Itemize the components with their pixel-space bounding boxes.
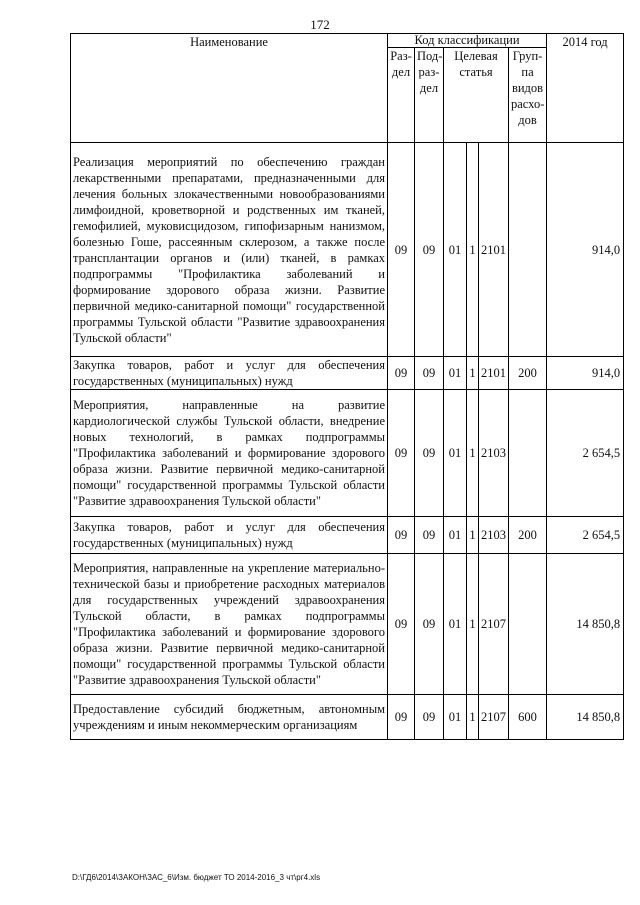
row-name: Мероприятия, направленные на развитие кардиологической службы Тульской области, внедрение новых технологий, в рамках подпрограммы "Профилактика заболеваний и формирование здорового образа жизни. Развитие первичной медико-санитарной помощи" государственной программы Тульской области "Развитие здравоохранения Тульской области": [71, 390, 388, 517]
row-group: [509, 143, 547, 357]
row-target-sub: 1: [467, 695, 479, 740]
row-target-code: 2103: [479, 517, 509, 554]
header-year: 2014 год: [547, 34, 624, 143]
row-group: 600: [509, 695, 547, 740]
row-podrazdel: 09: [415, 517, 444, 554]
row-target-program: 01: [444, 517, 467, 554]
row-target-sub: 1: [467, 517, 479, 554]
row-target-program: 01: [444, 390, 467, 517]
row-razdel: 09: [388, 554, 415, 695]
page-number: 172: [310, 17, 330, 32]
table-row: [71, 390, 624, 517]
row-target-program: 01: [444, 695, 467, 740]
row-name: Мероприятия, направленные на укрепление материально-технической базы и приобретение расходных материалов для государственных учреждений здравоохранения Тульской области, в рамках подпрограммы "Профилактика заболеваний и формирование здорового образа жизни. Развитие первичной медико-санитарной помощи" государственной программы Тульской области "Развитие здравоохранения Тульской области": [71, 554, 388, 695]
header-code-group: Код классификации: [388, 34, 547, 48]
row-target-sub: 1: [467, 390, 479, 517]
file-path-footer: D:\ГД6\2014\ЗАКОН\ЗАС_6\Изм. бюджет ТО 2014-2016_3 чт\рг4.xls: [72, 873, 321, 882]
table-row: [71, 517, 624, 554]
table-row: [71, 695, 624, 740]
row-amount: 14 850,8: [547, 554, 624, 695]
row-target-sub: 1: [467, 143, 479, 357]
table-row: [71, 554, 624, 695]
row-podrazdel: 09: [415, 554, 444, 695]
row-amount: 14 850,8: [547, 695, 624, 740]
row-target-code: 2103: [479, 390, 509, 517]
row-amount: 914,0: [547, 143, 624, 357]
row-razdel: 09: [388, 390, 415, 517]
row-razdel: 09: [388, 695, 415, 740]
row-group: [509, 554, 547, 695]
row-target-code: 2101: [479, 143, 509, 357]
header-group: Груп-па видов расхо-дов: [509, 48, 547, 143]
row-name: Закупка товаров, работ и услуг для обеспечения государственных (муниципальных) нужд: [71, 517, 388, 554]
row-podrazdel: 09: [415, 695, 444, 740]
row-amount: 2 654,5: [547, 517, 624, 554]
row-target-code: 2107: [479, 554, 509, 695]
row-target-program: 01: [444, 357, 467, 390]
row-group: 200: [509, 357, 547, 390]
table-row: [71, 143, 624, 357]
row-podrazdel: 09: [415, 390, 444, 517]
header-name: Наименование: [71, 34, 388, 143]
row-target-code: 2101: [479, 357, 509, 390]
row-razdel: 09: [388, 517, 415, 554]
row-group: [509, 390, 547, 517]
row-target-sub: 1: [467, 357, 479, 390]
row-target-sub: 1: [467, 554, 479, 695]
table-row: [71, 357, 624, 390]
row-amount: 914,0: [547, 357, 624, 390]
row-target-program: 01: [444, 143, 467, 357]
row-name: Закупка товаров, работ и услуг для обеспечения государственных (муниципальных) нужд: [71, 357, 388, 390]
row-razdel: 09: [388, 143, 415, 357]
row-amount: 2 654,5: [547, 390, 624, 517]
row-podrazdel: 09: [415, 357, 444, 390]
row-name: Предоставление субсидий бюджетным, автономным учреждениям и иным некоммерческим организациям: [71, 695, 388, 740]
row-name: Реализация мероприятий по обеспечению граждан лекарственными препаратами, предназначенными для лечения больных злокачественными новообразованиями лимфоидной, кроветворной и родственных им тканей, гемофилией, муковисцидозом, гипофизарным нанизмом, болезнью Гоше, рассеянным склерозом, а также после трансплантации органов и (или) тканей, в рамках подпрограммы "Профилактика заболеваний и формирование здорового образа жизни. Развитие первичной медико-санитарной помощи" государственной программы Тульской области "Развитие здравоохранения Тульской области": [71, 143, 388, 357]
header-razdel: Раз-дел: [388, 48, 415, 143]
row-razdel: 09: [388, 357, 415, 390]
row-target-program: 01: [444, 554, 467, 695]
budget-table: [70, 33, 624, 740]
header-target: Целевая статья: [444, 48, 509, 143]
row-group: 200: [509, 517, 547, 554]
header-podrazdel: Под-раз-дел: [415, 48, 444, 143]
row-target-code: 2107: [479, 695, 509, 740]
row-podrazdel: 09: [415, 143, 444, 357]
